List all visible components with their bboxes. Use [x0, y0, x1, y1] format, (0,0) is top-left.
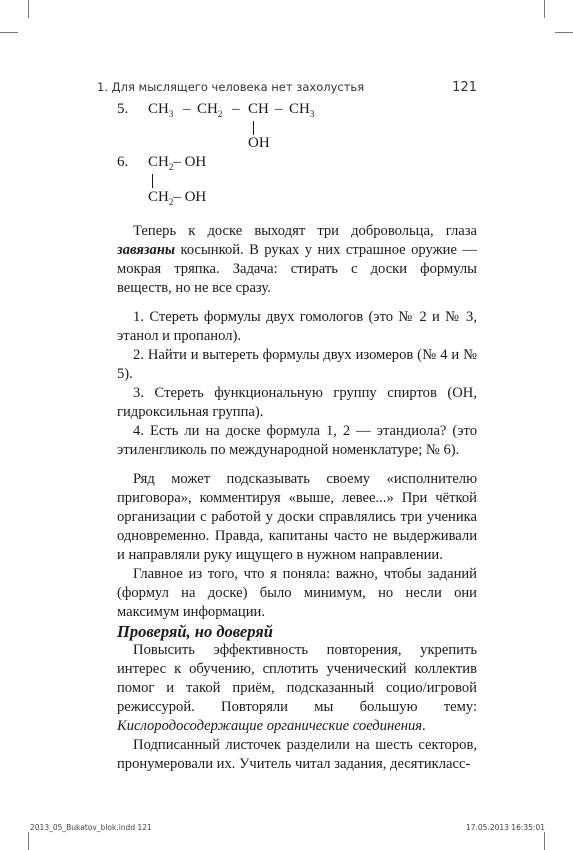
paragraph: Ряд может подсказывать своему «исполнителю приговора», комментируя «выше, левее...» При чёткой организации с работой у доски справлялись три ученика одновременно. Правда, капитаны часто не выдерживали и направляли руку ищущего в нужном направлении.	[117, 471, 477, 563]
print-timestamp: 17.05.2013 16:35:01	[465, 823, 545, 832]
crop-mark-top-left	[28, 0, 29, 18]
running-header	[97, 80, 477, 94]
formula-ch2-group: $CH_2-$ OH	[148, 189, 207, 207]
formula-number: 5.	[117, 101, 129, 117]
vertical-bond	[152, 174, 153, 188]
paragraph: Подписанный листочек разделили на шесть секторов, пронумеровали их. Учитель читал задания, десятикласс-	[117, 737, 477, 772]
formula-ch2-group: $CH_2-$ OH	[148, 154, 207, 172]
task-item-4: 4. Есть ли на доске формула 1, 2 — этандиола? (это этиленгликоль по международной номенклатуре; № 6).	[117, 423, 477, 458]
crop-mark-bottom-right	[544, 832, 545, 850]
bond-dash: –	[183, 101, 191, 117]
formula-ch2-group: $CH_2$	[197, 101, 223, 119]
task-item-1: 1. Стереть формулы двух гомологов (это № 2 и № 3, этанол и пропанол).	[117, 309, 477, 344]
page-number: 121	[452, 80, 477, 95]
paragraph: Теперь к доске выходят три добровольца, глаза завязаны косынкой. В руках у них страшное оружие — мокрая тряпка. Задача: стирать с доски формулы веществ, но не все сразу.	[117, 223, 477, 296]
crop-mark-right-top	[555, 32, 573, 33]
task-item-3: 3. Стереть функциональную группу спиртов (OH, гидроксильная группа).	[117, 385, 477, 420]
formula-6	[117, 154, 317, 209]
formula-ch3-group: $CH_3$	[148, 101, 174, 119]
task-item-2: 2. Найти и вытереть формулы двух изомеров (№ 4 и № 5).	[117, 347, 477, 382]
file-name: 2013_05_Bukatov_blok.indd 121	[30, 823, 152, 832]
formula-ch-group: CH	[248, 101, 269, 117]
bond-dash: –	[275, 101, 283, 117]
crop-mark-bottom-left	[28, 832, 29, 850]
crop-mark-top-right	[544, 0, 545, 18]
main-text	[117, 222, 477, 774]
formula-oh-group: OH	[248, 135, 270, 151]
paragraph: Главное из того, что я поняла: важно, чтобы заданий (формул на доске) было минимум, но несли они максимум информации.	[117, 566, 477, 620]
bond-dash: –	[232, 101, 240, 117]
print-slug	[30, 823, 545, 832]
crop-mark-left-top	[0, 32, 18, 33]
paragraph: Повысить эффективность повторения, укрепить интерес к обучению, сплотить ученический коллектив помог и такой приём, подсказанный социо/игровой режиссурой. Повторяли мы большую тему: Кислородосодержащие органические соединения.	[117, 642, 477, 734]
formula-ch3-group: $CH_3$	[289, 101, 315, 119]
formula-5	[117, 101, 347, 151]
section-heading: Проверяй, но доверяй	[117, 622, 273, 641]
chapter-title: 1. Для мыслящего человека нет захолустья	[97, 80, 365, 94]
formula-number: 6.	[117, 154, 129, 170]
vertical-bond	[253, 121, 254, 135]
